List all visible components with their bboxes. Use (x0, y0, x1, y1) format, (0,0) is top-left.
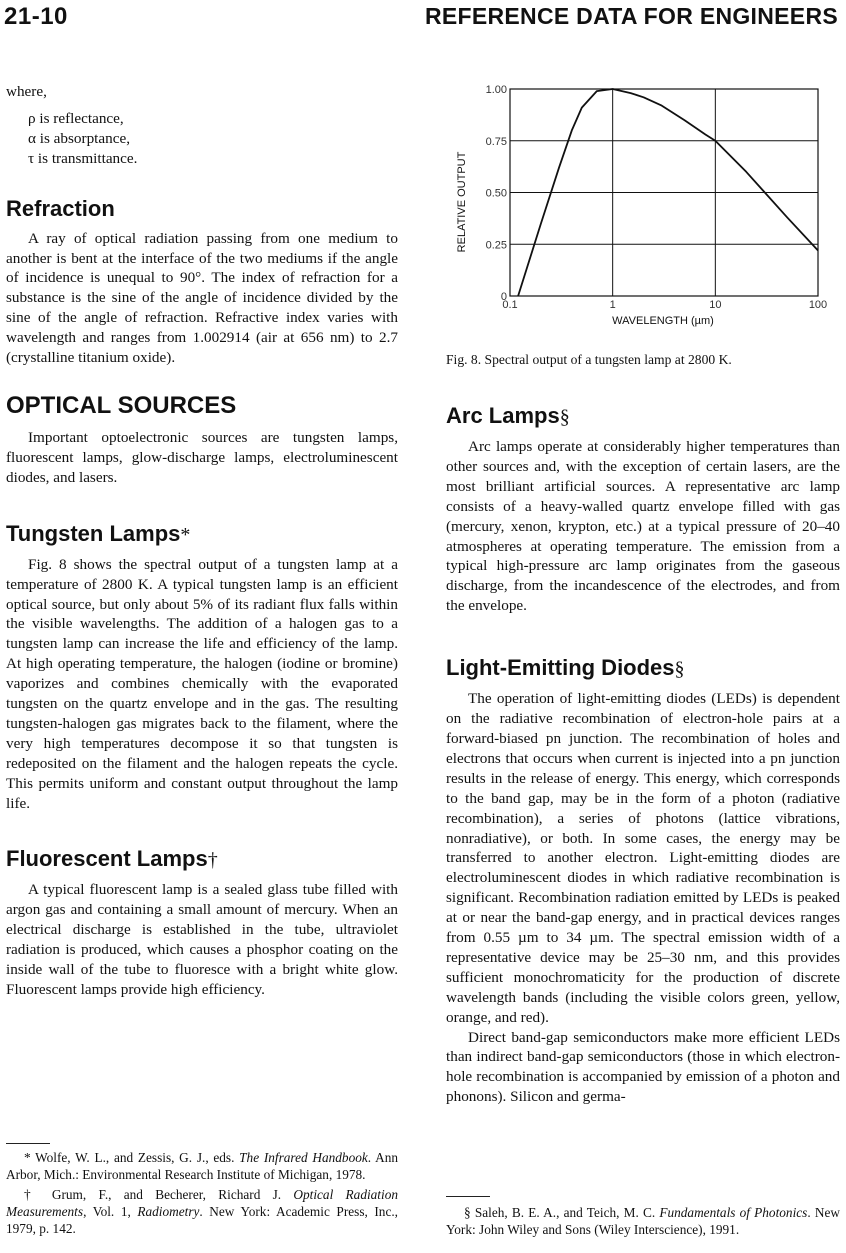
footnote-saleh-lead: § Saleh, B. E. A., and Teich, M. C. (464, 1205, 660, 1220)
led-body-2: Direct band-gap semiconductors make more efficient LEDs than indirect band-gap semiconductors (those in which electron-hole recombination is accompanied by emission of a photon and phonons). Silicon and germa- (446, 1028, 840, 1106)
definition-transmittance: τ is transmittance. (28, 149, 138, 167)
tungsten-heading (6, 520, 398, 549)
led-body-1: The operation of light-emitting diodes (LEDs) is dependent on the radiative recombination of electron-hole pairs at a forward-biased pn junction. The recombination of holes and electrons that occurs when current is injected into a pn junction results in the release of energy. This energy, which corresponds to the band gap, may be in the form of a photon (radiative recombination), a series of photons (lattice vibrations, nonradiative), or both. In some cases, the energy may be transferred to another electron. Light-emitting diodes are electroluminescent diodes in which radiative recombination is significant. Recombination radiation emitted by LEDs is peaked at or near the band-gap energy, and in practical devices ranges from 0.55 µm to 34 µm. The spectral emission width of a representative device may be 25–30 nm, and this provides sufficient monochromaticity for the production of discrete wavelength bands (including the visible colors green, yellow, orange, and red). (446, 690, 840, 1026)
footnote-wolfe-rest: . Ann Arbor, Mich.: Environmental Research Institute of Michigan, 1978. (6, 1150, 398, 1182)
y-tick-label: 1.00 (485, 84, 507, 96)
where-text: where, (6, 83, 47, 100)
led-heading (446, 654, 840, 683)
fluorescent-body: A typical fluorescent lamp is a sealed glass tube filled with argon gas and containing a small amount of mercury. When an electrical discharge is established in the tube, ultraviolet radiation is produced, which causes a phosphor coating on the inside wall of the tube to fluoresce with a bright white glow. Fluorescent lamps provide high efficiency. (6, 881, 398, 998)
footnote-grum-rest: . New York: Academic Press, Inc., 1979, p. 142. (6, 1204, 399, 1236)
definition-absorptance: α is absorptance, (28, 129, 131, 147)
y-axis-label: RELATIVE OUTPUT (456, 151, 468, 253)
footnote-saleh-rest: . New York: John Wiley and Sons (Wiley Interscience), 1991. (446, 1205, 840, 1237)
footnote-grum (6, 1186, 398, 1237)
arc-heading-text: Arc Lamps (446, 403, 560, 428)
refraction-heading: Refraction (6, 195, 115, 221)
footnote-wolfe-title: The Infrared Handbook (239, 1150, 368, 1165)
led-heading-text: Light-Emitting Diodes (446, 655, 675, 681)
spectral-output-chart (446, 80, 840, 342)
definition-list (6, 109, 398, 169)
fluorescent-heading (6, 845, 398, 874)
chart-grid (510, 89, 818, 296)
fluorescent-footnote-mark: † (207, 849, 218, 872)
footnote-saleh (446, 1204, 840, 1238)
arc-body: Arc lamps operate at considerably higher temperatures than other sources and, with the exception of certain lasers, are the most brilliant artificial sources. A representative arc lamp consists of a heavy-walled quartz envelope filled with gas (mercury, xenon, krypton, etc.) at a typical pressure of 20–40 atmospheres at operating temperature. The emission from a typical high-pressure arc lamp originates from the gaseous discharge, from the incandescence of the electrodes, and from the envelope. (446, 438, 840, 615)
footnote-grum-title: Optical Radiation Measurements (6, 1187, 398, 1219)
running-title: REFERENCE DATA FOR ENGINEERS (424, 3, 838, 29)
footnote-rule (6, 1143, 50, 1144)
definition-reflectance: ρ is reflectance, (28, 109, 124, 127)
tungsten-footnote-mark: * (180, 523, 191, 546)
footnote-grum-lead: † Grum, F., and Becherer, Richard J. (24, 1187, 294, 1202)
y-tick-label: 0.25 (485, 239, 507, 252)
page-number: 21-10 (4, 3, 68, 30)
right-footnotes (446, 1196, 840, 1238)
x-tick-label: 100 (808, 299, 828, 311)
arc-heading (446, 402, 840, 431)
optical-sources-heading: OPTICAL SOURCES (6, 391, 237, 419)
arc-footnote-mark: § (559, 406, 570, 428)
left-footnotes (6, 1143, 398, 1237)
tungsten-body: Fig. 8 shows the spectral output of a tungsten lamp at a temperature of 2800 K. A typical tungsten lamp is an efficient optical source, but only about 5% of its radiant flux falls within the visible wavelengths. The addition of a halogen gas to a tungsten lamp can increase the life and efficiency of the lamp. At high operating temperature, the halogen (iodine or bromine) vaporizes and combines chemically with the evaporated tungsten on the quartz envelope and in the gas. The resulting tungsten-halogen gas migrates back to the filament, where the very high temperatures decompose it so that tungsten is redeposited on the filament and the halogen repeats the cycle. This permits uniform and constant output throughout the lamp life. (6, 555, 398, 812)
y-tick-label: 0 (500, 291, 507, 303)
fluorescent-heading-text: Fluorescent Lamps (6, 846, 208, 872)
optical-sources-body: Important optoelectronic sources are tungsten lamps, fluorescent lamps, glow-discharge lamps, electroluminescent diodes, and lasers. (6, 428, 398, 486)
footnote-grum-mid: , Vol. 1, (83, 1204, 138, 1219)
x-tick-label: 0.1 (502, 299, 518, 311)
x-tick-label: 1 (609, 299, 616, 311)
figure-caption: Fig. 8. Spectral output of a tungsten lamp at 2800 K. (446, 352, 732, 367)
y-tick-label: 0.50 (485, 187, 507, 200)
footnote-grum-title2: Radiometry (137, 1204, 200, 1219)
left-column (6, 82, 398, 1000)
footnote-saleh-title: Fundamentals of Photonics (659, 1205, 808, 1220)
y-tick-label: 0.75 (485, 135, 507, 148)
x-tick-label: 10 (709, 299, 722, 311)
footnote-wolfe (6, 1149, 398, 1183)
chart-tick-labels (486, 84, 828, 311)
x-axis-label: WAVELENGTH (µm) (612, 315, 714, 327)
footnote-rule-right (446, 1196, 490, 1197)
refraction-body: A ray of optical radiation passing from one medium to another is bent at the interface of the two mediums if the angle of incidence is unequal to 90°. The index of refraction for a substance is the sine of the angle of incidence divided by the sine of the angle of refraction. Refractive index varies with wavelength and ranges from 1.002914 (air at 656 nm) to 2.7 (crystalline titanium oxide). (6, 229, 398, 367)
tungsten-heading-text: Tungsten Lamps (6, 520, 181, 546)
led-footnote-mark: § (674, 658, 685, 681)
page-header (0, 3, 846, 33)
right-column (446, 402, 840, 1107)
figure-8 (446, 80, 840, 380)
footnote-wolfe-lead: * Wolfe, W. L., and Zessis, G. J., eds. (24, 1150, 240, 1165)
